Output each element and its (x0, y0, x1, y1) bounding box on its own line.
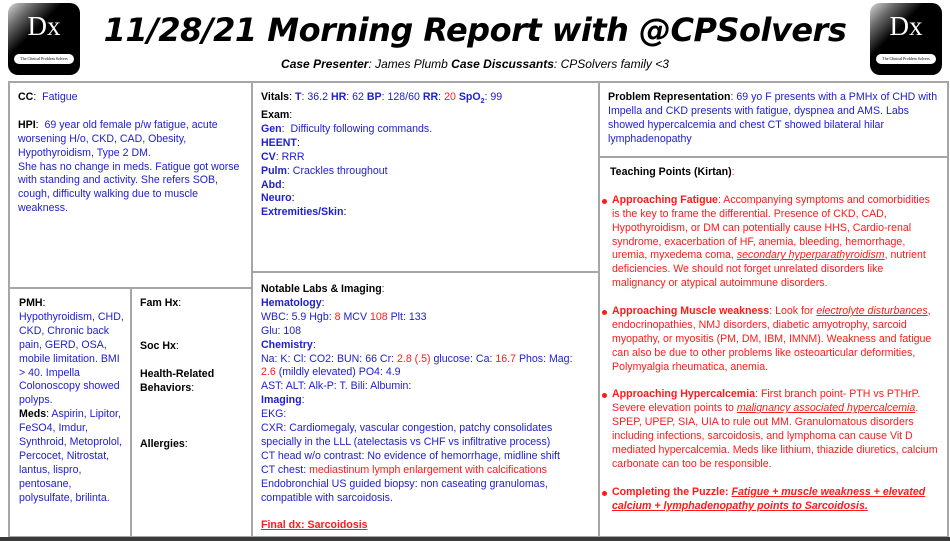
teaching-point: Approaching Muscle weakness: Look for electrolyte disturbances, endocrinopathies, NMJ disorders, diabetic amyotrophy, sarcoid myopathy, or myositis (PM, DM, IBM, IMNM). Weakness and fatigue can also be due to other problems like osteoarticular deformities, Polymyalgia rheumatica, anemia. (600, 305, 939, 375)
allergies-label: Allergies (140, 438, 185, 450)
bottom-divider (0, 537, 950, 541)
teaching-points-panel: Teaching Points (Kirtan): Approaching Fatigue: Accompanying symptoms and comorbidities is the key to frame the differential. Presence of CKD, CAD, Hypothyroidism, or DM can potentially cause HHS, Cardio-renal syndrome, exacerbation of HF, anemia, bleeding, hemorrhage, uremia, myxedema coma, secondary hyperparathyroidism, nutrient deficiencies. We should not forget unrelated disorders like malignancy or atypical autoimmune disorders. Approaching Muscle weakness: Look for electrolyte disturbances, endocrinopathies, NMJ disorders, diabetic amyotrophy, sarcoid myopathy, or myositis (PM, DM, IBM, IMNM). Weakness and fatigue can also be due to other problems like osteoarticular deformities, Polymyalgia rheumatica, anemia. Approaching Hypercalcemia: First branch point- PTH vs PTHrP. Severe elevation points to malignancy associated hypercalcemia. SPEP, UPEP, SIA, UIA to rule out MM. Granulomatous disorders including infections, sarcoidosis, and lymphoma can cause Vit D mediated hypercalcemia. Meds like lithium, thiazide diuretics, calcium carbonate can too be responsible. Completing the Puzzle: Fatigue + muscle weakness + elevated calcium + lymphadenopathy points to Sarcoidosis. (598, 156, 949, 538)
hpi-line: HPI: 69 year old female p/w fatigue, acute worsening H/o, CKD, CAD, Obesity, Hypothyroidism, Type 2 DM. (18, 118, 218, 159)
ebus-result: Endobronchial US guided biopsy: non caseating granulomas, compatible with sarcoidosis. (261, 477, 548, 504)
soc-hx-label: Soc Hx (140, 340, 176, 352)
logo-tagline: The Clinical Problem Solvers (876, 54, 936, 64)
page-title: 11/28/21 Morning Report with @CPSolvers (103, 11, 847, 49)
spo2-value: 99 (490, 91, 503, 103)
pulm-value: Crackles throughout (292, 164, 388, 177)
pmh-value: Hypothyroidism, CHD, CKD, Chronic back pain, GERD, OSA, mobile limitation. BMI > 40. Impella Colonoscopy showed polyps. (19, 310, 124, 407)
cxr-result: CXR: Cardiomegaly, vascular congestion, patchy consolidates specially in the LLL (atelectasis vs CHF vs infiltrative process) (261, 422, 553, 448)
ct-chest-result: CT chest: mediastinum lymph enlargement with calcifications (261, 463, 547, 476)
health-behaviors-label: Health-Related Behaviors (140, 368, 215, 394)
pmh-meds-panel: PMH: Hypothyroidism, CHD, CKD, Chronic back pain, GERD, OSA, mobile limitation. BMI > 40. Impella Colonoscopy showed polyps. Meds: Aspirin, Lipitor, FeSO4, Imdur, Synthroid, Metoprolol, Percocet, Nitrostat, lantus, lispro, pentosane, polysulfate, brilinta. (8, 287, 132, 538)
logo-text: Dx (27, 11, 61, 41)
case-credits: Case Presenter: James Plumb Case Discussants: CPSolvers family <3 (281, 57, 669, 71)
temp-value: 36.2 (307, 91, 328, 103)
final-diagnosis: Final dx: Sarcoidosis (261, 519, 368, 532)
cc-line: CC: Fatigue (18, 91, 78, 103)
rr-value: 20 (444, 91, 456, 103)
dx-logo-right (870, 3, 942, 75)
labs-title: Notable Labs & Imaging (261, 283, 382, 295)
teaching-point: Approaching Hypercalcemia: First branch point- PTH vs PTHrP. Severe elevation points to malignancy associated hypercalcemia. SPEP, UPEP, SIA, UIA to rule out MM. Granulomatous disorders including infections, sarcoidosis, and lymphoma can cause Vit D mediated hypercalcemia. Meds like lithium, thiazide diuretics, calcium carbonate can too be responsible. (600, 388, 939, 471)
bullet-icon (602, 491, 607, 496)
hpi-text-2: She has no change in meds. Fatigue got worse with standing and activity. She refers SOB, cough, difficulty walking due to muscle weakness. (18, 160, 240, 215)
pmh-label: PMH (19, 297, 43, 309)
logo-tagline: The Clinical Problem Solvers (14, 54, 74, 64)
cbc-line: WBC: 5.9 Hgb: 8 MCV 108 Plt: 133 (261, 310, 427, 323)
teaching-point: Completing the Puzzle: Fatigue + muscle weakness + elevated calcium + lymphadenopathy points to Sarcoidosis. (600, 486, 939, 514)
meds-label: Meds (19, 408, 47, 421)
teaching-point: Approaching Fatigue: Accompanying symptoms and comorbidities is the key to frame the differential. Presence of CKD, CAD, Hypothyroidism, or DM can potentially cause HHS, Cardio-renal syndrome, exacerbation of HF, anemia, bleeding, hemorrhage, uremia, myxedema coma, secondary hyperparathyroidism, nutrient deficiencies. We should not forget unrelated disorders like malignancy or atypical autoimmune disorders. (600, 194, 939, 291)
bullet-icon (602, 199, 607, 204)
cc-hpi-panel (8, 81, 253, 289)
tp-title: Teaching Points (Kirtan) (610, 166, 732, 178)
pr-value: 69 yo F presents with a PMHx of CHD with Impella and CKD presents with fatigue, dyspnea and AMS. Labs showed hypercalcemia and chest CT showed bilateral hilar lymphadenopathy (608, 91, 938, 145)
presenter-label: Case Presenter (281, 57, 369, 71)
cv-value: RRR (281, 150, 305, 163)
discussants-label: Case Discussants (451, 57, 554, 71)
bullet-icon (602, 393, 607, 398)
bullet-icon (602, 310, 607, 315)
meds-value: Aspirin, Lipitor, FeSO4, Imdur, Synthroid, Metoprolol, Percocet, Nitrostat, lantus, lispro, pentosane, polysulfate, brilinta. (19, 408, 123, 504)
pr-label: Problem Representation (608, 91, 731, 103)
cc-label: CC (18, 91, 34, 103)
hr-value: 62 (352, 91, 364, 103)
chem-line: Na: K: Cl: CO2: BUN: 66 Cr: 2.8 (.5) glucose: Ca: 16.7 Phos: Mag: 2.6 (mildly elevated) PO4: 4.9 (261, 352, 573, 379)
bp-value: 128/60 (387, 91, 420, 103)
discussants-name: CPSolvers family <3 (560, 57, 669, 71)
fam-hx-label: Fam Hx (140, 297, 179, 309)
hpi-text-1: 69 year old female p/w fatigue, acute worsening H/o, CKD, CAD, Obesity, Hypothyroidism, Type 2 DM. (18, 118, 218, 159)
ct-head-result: CT head w/o contrast: No evidence of hemorrhage, midline shift (261, 449, 560, 462)
problem-representation-panel: Problem Representation: 69 yo F presents with a PMHx of CHD with Impella and CKD presents with fatigue, dyspnea and AMS. Labs showed hypercalcemia and chest CT showed bilateral hilar lymphadenopathy (598, 81, 949, 158)
cc-value: Fatigue (42, 91, 78, 103)
gen-value: Difficulty following commands. (290, 122, 433, 135)
hpi-label: HPI (18, 118, 36, 131)
vitals-line: Vitals: T: 36.2 HR: 62 BP: 128/60 RR: 20 SpO$_2$: 99 (261, 91, 503, 106)
logo-text: Dx (889, 11, 923, 41)
labs-imaging-panel: Notable Labs & Imaging: Hematology: WBC: 5.9 Hgb: 8 MCV 108 Plt: 133 Glu: 108 Chemistry: Na: K: Cl: CO2: BUN: 66 Cr: 2.8 (.5) glucose: Ca: 16.7 Phos: Mag: 2.6 (mildly elevated) PO4: 4.9 AST: ALT: Alk-P: T. Bili: Albumin: Imaging: EKG: CXR: Cardiomegaly, vascular congestion, patchy consolidates specially in the LLL (atelectasis vs CHF vs infiltrative process) CT head w/o contrast: No evidence of hemorrhage, midline shift CT chest: mediastinum lymph enlargement with calcifications Endobronchial US guided biopsy: non caseating granulomas, compatible with sarcoidosis. Final dx: Sarcoidosis (251, 271, 600, 538)
dx-logo-left (8, 3, 80, 75)
social-history-panel: Fam Hx: Soc Hx: Health-Related Behaviors: Allergies: (130, 287, 253, 538)
presenter-name: James Plumb (375, 57, 448, 71)
vitals-exam-panel: Vitals: T: 36.2 HR: 62 BP: 128/60 RR: 20 SpO$_2$: 99 Exam: Gen: Difficulty following commands. HEENT: CV: RRR Pulm: Crackles throughout Abd: Neuro: Extremities/Skin: (251, 81, 600, 273)
exam-label: Exam (261, 109, 290, 122)
